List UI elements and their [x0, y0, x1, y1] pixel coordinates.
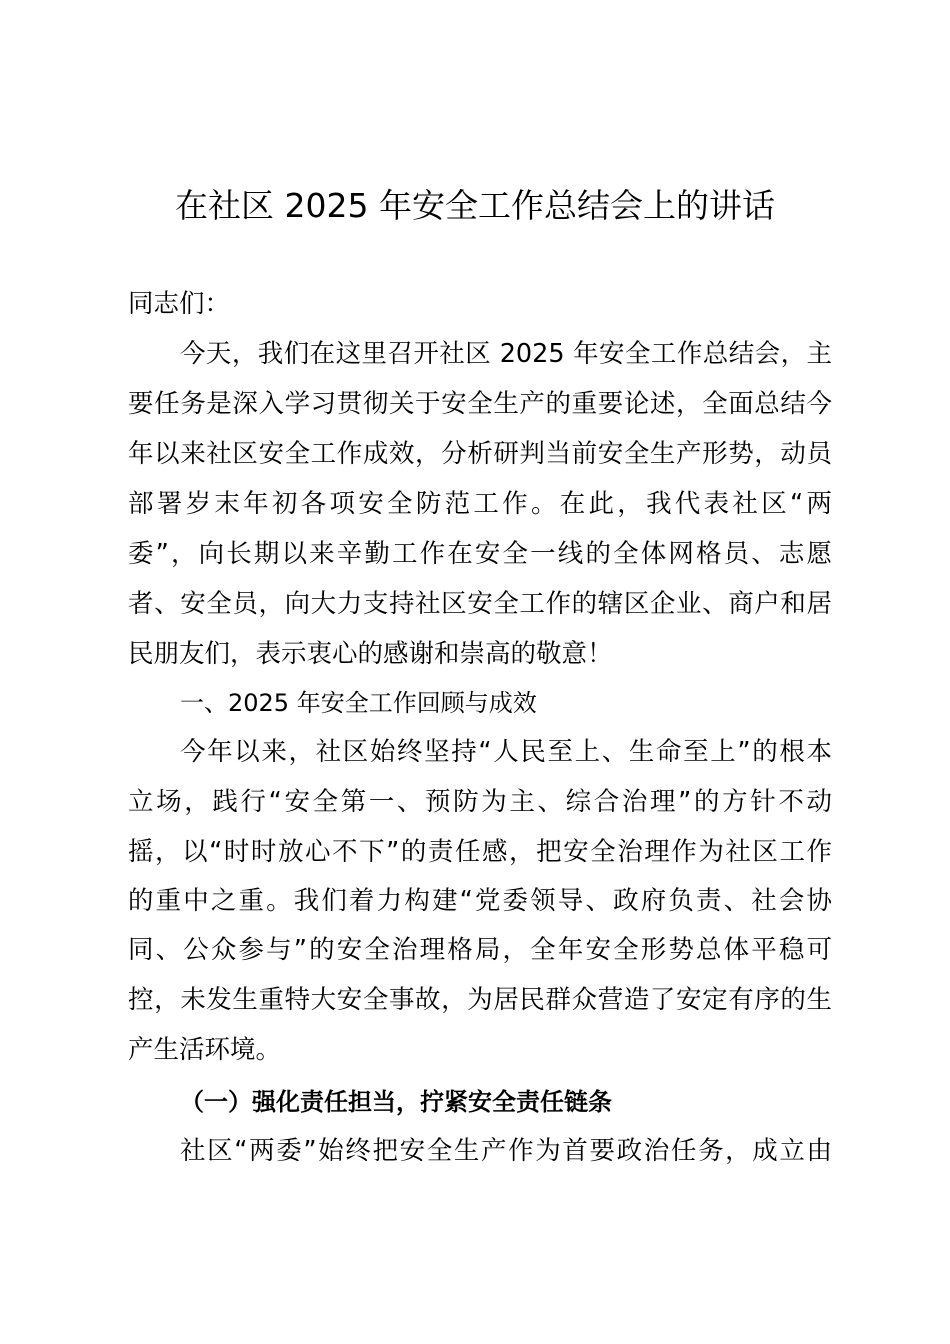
- paragraph-1-line-5: 委”，向长期以来辛勤工作在安全一线的全体网格员、志愿: [128, 539, 832, 569]
- paragraph-3-line-1: 社区“两委”始终把安全生产作为首要政治任务，成立由: [180, 1136, 832, 1166]
- paragraph-1-line-2: 要任务是深入学习贯彻关于安全生产的重要论述，全面总结今: [128, 389, 832, 419]
- section-heading-1: 一、2025 年安全工作回顾与成效: [180, 689, 537, 717]
- paragraph-2-line-6: 控，未发生重特大安全事故，为居民群众营造了安定有序的生: [128, 985, 832, 1015]
- paragraph-1-line-3: 年以来社区安全工作成效，分析研判当前安全生产形势，动员: [128, 439, 832, 469]
- paragraph-2-line-7: 产生活环境。: [128, 1035, 282, 1065]
- paragraph-1-line-7: 民朋友们，表示衷心的感谢和崇高的敬意！: [128, 639, 613, 669]
- paragraph-1-line-1: 今天，我们在这里召开社区 2025 年安全工作总结会，主: [180, 339, 832, 369]
- paragraph-2-line-4: 的重中之重。我们着力构建“党委领导、政府负责、社会协: [128, 886, 832, 916]
- paragraph-2-line-5: 同、公众参与”的安全治理格局，全年安全形势总体平稳可: [128, 935, 832, 965]
- subsection-heading-1: （一）强化责任担当，拧紧安全责任链条: [180, 1088, 612, 1116]
- paragraph-2-line-1: 今年以来，社区始终坚持“人民至上、生命至上”的根本: [180, 737, 832, 767]
- paragraph-1-line-6: 者、安全员，向大力支持社区安全工作的辖区企业、商户和居: [128, 589, 832, 619]
- paragraph-1-line-4: 部署岁末年初各项安全防范工作。在此，我代表社区“两: [128, 489, 832, 519]
- document-title: 在社区 2025 年安全工作总结会上的讲话: [175, 186, 775, 225]
- salutation: 同志们：: [128, 289, 231, 319]
- paragraph-2-line-2: 立场，践行“安全第一、预防为主、综合治理”的方针不动: [128, 787, 832, 817]
- paragraph-2-line-3: 摇，以“时时放心不下”的责任感，把安全治理作为社区工作: [128, 837, 832, 867]
